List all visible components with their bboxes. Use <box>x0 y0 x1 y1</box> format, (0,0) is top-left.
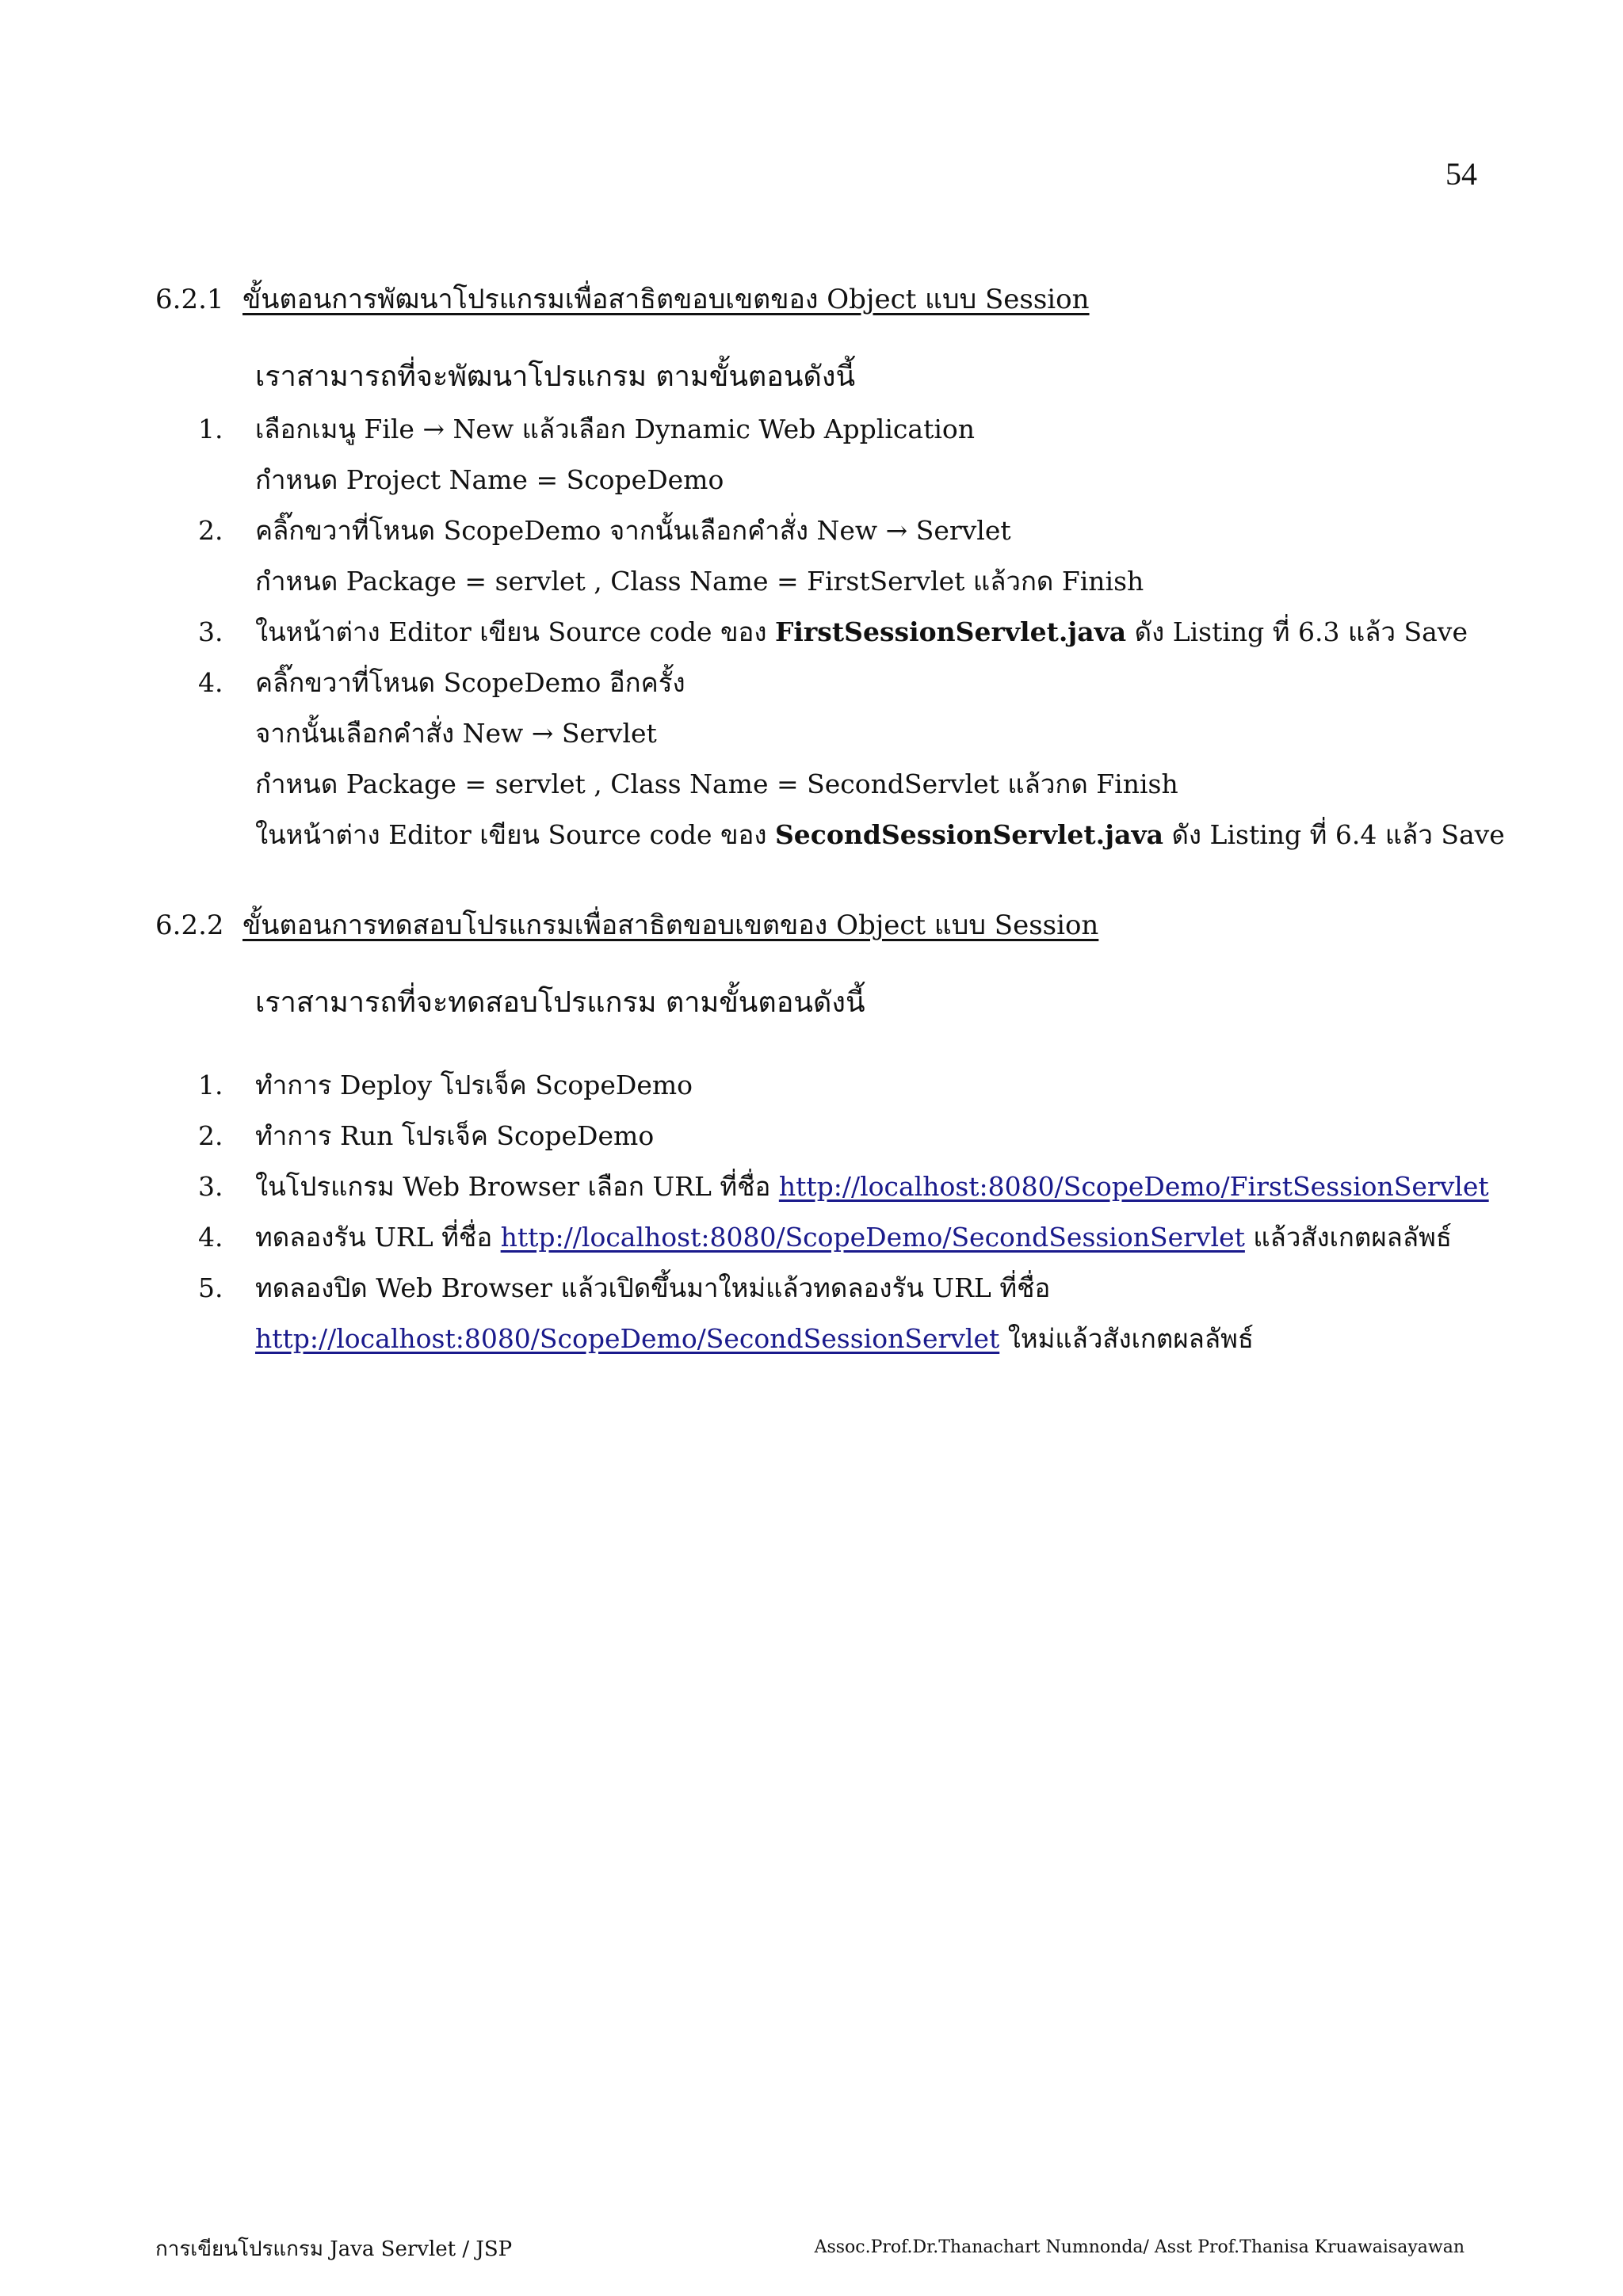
step-number: 5. <box>198 1272 223 1303</box>
step-text: ใหม่แล้วสังเกตผลลัพธ์ <box>999 1323 1254 1354</box>
step-number: 3. <box>198 616 223 647</box>
url-link[interactable]: http://localhost:8080/ScopeDemo/SecondSessionServlet <box>500 1222 1245 1253</box>
step-text: เลือกเมนู File → New แล้วเลือก Dynamic Web Application <box>255 414 975 444</box>
step-text: คลิ๊กขวาที่โหนด ScopeDemo จากนั้นเลือกคำสั่ง New → Servlet <box>255 515 1011 546</box>
section-title: ขั้นตอนการทดสอบโปรแกรมเพื่อสาธิตขอบเขตของ Object แบบ Session <box>242 910 1099 941</box>
url-link[interactable]: http://localhost:8080/ScopeDemo/SecondSessionServlet <box>255 1323 1000 1354</box>
step-text: ในหน้าต่าง Editor เขียน Source code ของ <box>255 616 775 647</box>
step-text: จากนั้นเลือกคำสั่ง New → Servlet <box>255 718 657 749</box>
list-item <box>198 658 1505 860</box>
step-text: ทดลองปิด Web Browser แล้วเปิดขึ้นมาใหม่แล้วทดลองรัน URL ที่ชื่อ <box>255 1272 1051 1303</box>
footer-course-title: การเขียนโปรแกรม Java Servlet / JSP <box>155 2237 513 2261</box>
step-number: 2. <box>198 515 223 546</box>
step-number: 2. <box>198 1120 223 1151</box>
list-item <box>198 1263 1489 1364</box>
list-item <box>198 404 1505 505</box>
testing-steps-list <box>198 1060 1489 1364</box>
file-name: SecondSessionServlet.java <box>774 819 1164 850</box>
list-item <box>198 1161 1489 1212</box>
footer-authors: Assoc.Prof.Dr.Thanachart Numnonda/ Asst Prof.Thanisa Kruawaisayawan <box>814 2237 1465 2257</box>
step-text: ในโปรแกรม Web Browser เลือก URL ที่ชื่อ <box>255 1171 779 1202</box>
step-text: ทำการ Deploy โปรเจ็ค ScopeDemo <box>255 1070 693 1100</box>
section-title: ขั้นตอนการพัฒนาโปรแกรมเพื่อสาธิตขอบเขตของ Object แบบ Session <box>242 284 1090 315</box>
step-text: ทำการ Run โปรเจ็ค ScopeDemo <box>255 1120 655 1151</box>
step-text: ดัง Listing ที่ 6.3 แล้ว Save <box>1126 616 1468 647</box>
step-text: คลิ๊กขวาที่โหนด ScopeDemo อีกครั้ง <box>255 667 685 698</box>
step-number: 4. <box>198 667 223 698</box>
file-name: FirstSessionServlet.java <box>774 616 1127 647</box>
step-text: กำหนด Package = servlet , Class Name = FirstServlet แล้วกด Finish <box>255 566 1144 597</box>
step-number: 1. <box>198 1070 223 1100</box>
list-item <box>198 607 1505 658</box>
step-text: กำหนด Project Name = ScopeDemo <box>255 464 724 495</box>
section-number: 6.2.1 <box>155 284 224 315</box>
page-number: 54 <box>1445 156 1477 192</box>
section-heading-6-2-1 <box>155 277 1101 320</box>
list-item <box>198 1212 1489 1263</box>
step-text-line <box>198 810 1505 860</box>
step-number: 4. <box>198 1222 223 1253</box>
section-heading-6-2-2 <box>155 903 1109 946</box>
section-intro: เราสามารถที่จะพัฒนาโปรแกรม ตามขั้นตอนดังนี้ <box>255 360 856 393</box>
step-text: ในหน้าต่าง Editor เขียน Source code ของ <box>255 819 775 850</box>
step-number: 3. <box>198 1171 223 1202</box>
step-number: 1. <box>198 414 223 444</box>
section-intro: เราสามารถที่จะทดสอบโปรแกรม ตามขั้นตอนดังนี้ <box>255 986 865 1019</box>
step-text: ทดลองรัน URL ที่ชื่อ <box>255 1222 501 1253</box>
url-link[interactable]: http://localhost:8080/ScopeDemo/FirstSessionServlet <box>778 1171 1489 1202</box>
step-text-line <box>198 1314 1489 1364</box>
list-item <box>198 505 1505 607</box>
step-text: แล้วสังเกตผลลัพธ์ <box>1244 1222 1453 1253</box>
list-item <box>198 1111 1489 1161</box>
step-text: กำหนด Package = servlet , Class Name = SecondServlet แล้วกด Finish <box>255 769 1178 799</box>
list-item <box>198 1060 1489 1111</box>
development-steps-list <box>198 404 1505 860</box>
section-number: 6.2.2 <box>155 910 224 941</box>
step-text: ดัง Listing ที่ 6.4 แล้ว Save <box>1163 819 1505 850</box>
